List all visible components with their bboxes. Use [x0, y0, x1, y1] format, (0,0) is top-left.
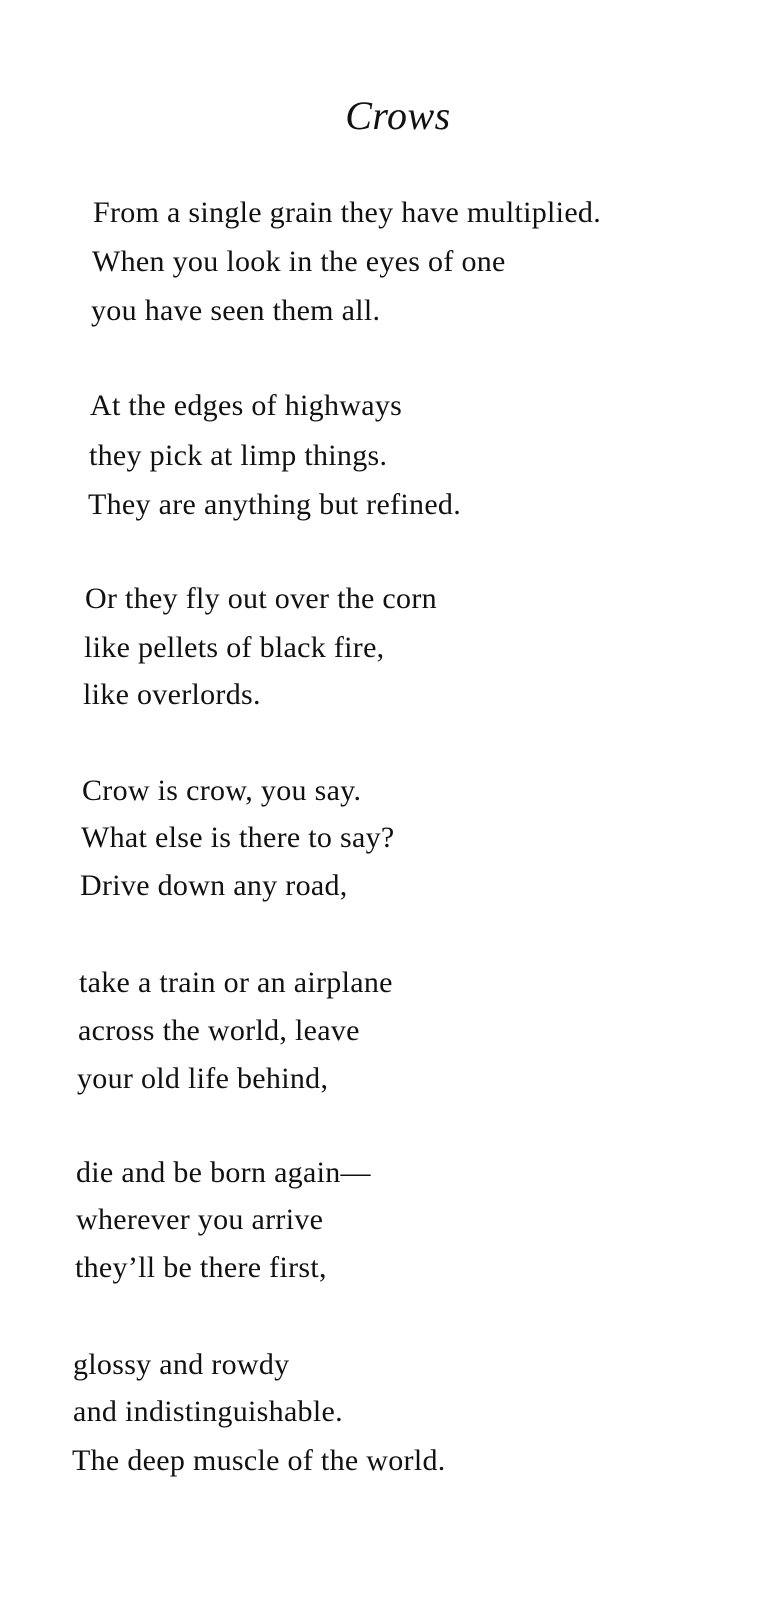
poem-line: Crow is crow, you say. [82, 774, 362, 807]
poem-line: The deep muscle of the world. [72, 1444, 446, 1477]
poem-line: across the world, leave [78, 1014, 360, 1047]
poem-line: At the edges of highways [90, 389, 403, 422]
poem-line: your old life behind, [77, 1062, 329, 1095]
poem-line: and indistinguishable. [73, 1395, 343, 1428]
poem-title: Crows [345, 93, 451, 138]
poem-line: Drive down any road, [80, 869, 348, 902]
poem-line: From a single grain they have multiplied. [93, 196, 602, 229]
poem-line: like pellets of black fire, [84, 631, 385, 664]
poem-line: wherever you arrive [76, 1203, 324, 1236]
poem-line: they pick at limp things. [89, 439, 388, 472]
poem-line: you have seen them all. [91, 294, 381, 327]
poem-line: What else is there to say? [81, 821, 395, 854]
poem-line: When you look in the eyes of one [92, 245, 506, 278]
poem-line: like overlords. [83, 678, 261, 711]
poem-line: glossy and rowdy [73, 1348, 290, 1381]
poem-line: take a train or an airplane [79, 966, 393, 999]
poem-line: they’ll be there first, [75, 1251, 327, 1284]
poem-line: They are anything but refined. [88, 488, 462, 521]
poem-line: die and be born again— [76, 1156, 371, 1189]
poem-line: Or they fly out over the corn [85, 582, 437, 615]
